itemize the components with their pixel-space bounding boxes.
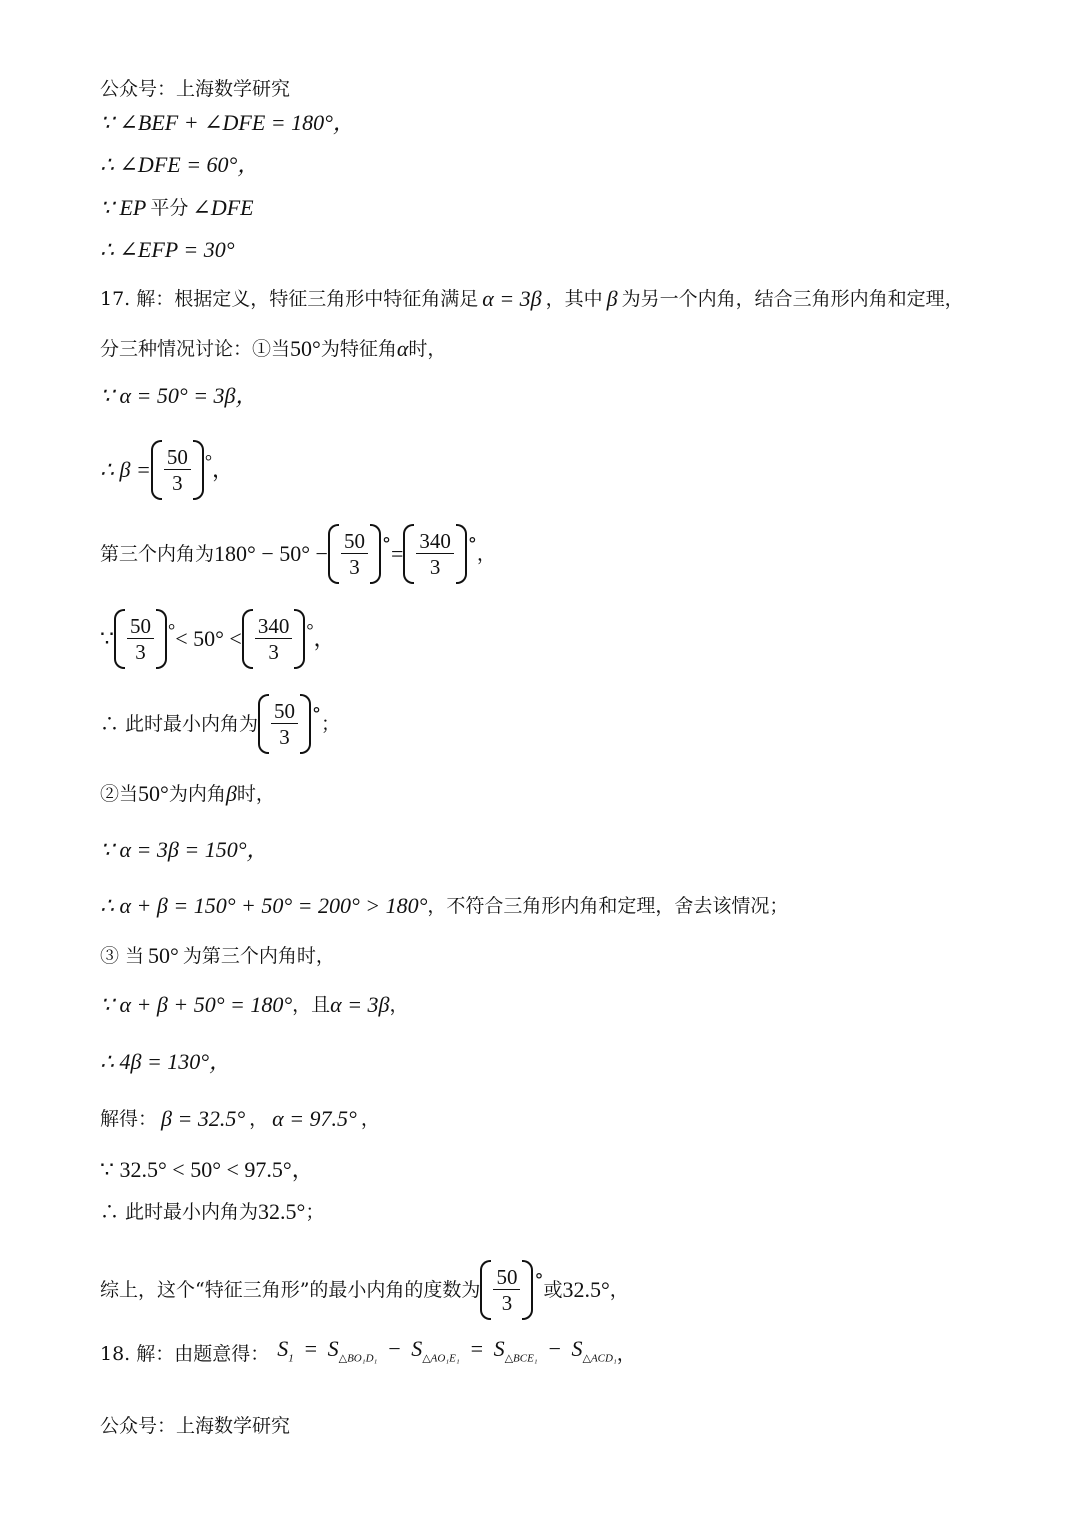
math-text: ∴ β = xyxy=(100,457,151,482)
math-text: α = 3β xyxy=(330,992,390,1017)
line-text: ， xyxy=(212,457,235,482)
line-text: 为第三个内角时， xyxy=(182,945,335,967)
math-text: α = 97.5° xyxy=(272,1106,357,1131)
math-text: ∠DFE xyxy=(192,195,254,220)
line-text: ， xyxy=(249,1108,269,1130)
degree-symbol: ° xyxy=(467,534,477,555)
line-beta-frac xyxy=(100,440,234,500)
case-three-intro xyxy=(100,943,335,969)
math-text: ∵ α + β + 50° = 180° xyxy=(100,992,293,1017)
line-text: 18. 解：由题意得： xyxy=(100,1342,270,1365)
line-text: 解得： xyxy=(100,1108,158,1130)
math-text: 50° xyxy=(290,336,321,361)
line-bef-dfe xyxy=(100,110,355,136)
degree-symbol: ° xyxy=(312,704,322,725)
line-text: ， xyxy=(476,543,496,565)
line-sum-180 xyxy=(100,992,409,1018)
line-text: ； xyxy=(305,1201,325,1223)
math-text: 180° − 50° − xyxy=(214,541,328,566)
line-text: 17. 解：根据定义，特征三角形中特征角满足 xyxy=(100,288,479,310)
line-text: ， xyxy=(313,626,336,651)
line-text: ，不符合三角形内角和定理，舍去该情况； xyxy=(427,895,789,917)
line-compare-fracs xyxy=(100,609,336,669)
line-text: ； xyxy=(321,713,341,735)
math-text: 32.5° xyxy=(562,1277,610,1302)
math-text: 32.5° xyxy=(258,1199,306,1224)
line-alpha-50 xyxy=(100,383,258,409)
case-two-intro xyxy=(100,781,275,807)
line-text: 为内角 xyxy=(168,783,226,805)
math-text: < 50° < xyxy=(175,626,242,651)
line-text: ②当 xyxy=(100,783,139,805)
line-solve xyxy=(100,1106,380,1132)
line-text: ∵ α = 50° = 3β， xyxy=(100,383,258,408)
line-text: ，其中 xyxy=(545,288,603,310)
line-text: ，且 xyxy=(292,994,331,1016)
math-text: β xyxy=(606,286,618,311)
area-equation: $S_1 = S_{\triangle BO_1D_1} - S_{\triangle AO_1E_1} = S_{\triangle BCE_1} - S_{\triangle ACD_1}$ xyxy=(277,1336,617,1365)
line-text: ∴ ∠DFE = 60°， xyxy=(100,152,260,177)
line-min-angle-one xyxy=(100,694,340,754)
line-compare-three xyxy=(100,1157,314,1183)
line-text: 时， xyxy=(408,338,447,360)
line-text: 综上，这个“特征三角形”的最小内角的度数为 xyxy=(100,1279,481,1301)
line-efp-30 xyxy=(100,237,235,263)
line-text: 或 xyxy=(543,1279,563,1301)
line-third-angle xyxy=(100,524,496,584)
line-text: 为另一个内角，结合三角形内角和定理， xyxy=(621,288,964,310)
line-text: ， xyxy=(389,994,409,1016)
math-text: ∵ EP xyxy=(100,195,147,220)
line-text: 平分 xyxy=(150,197,189,219)
fraction-50-3: $\frac{50}{3}$ xyxy=(114,609,167,669)
line-text: ∵ 32.5° < 50° < 97.5°， xyxy=(100,1157,314,1182)
fraction-50-3: $\frac{50}{3}$ xyxy=(258,694,311,754)
page-footer xyxy=(100,1413,290,1439)
problem-17-intro xyxy=(100,286,964,312)
math-text: α xyxy=(396,336,409,361)
degree-symbol: ° xyxy=(534,1270,544,1291)
line-conclusion xyxy=(100,1260,629,1320)
line-text: ∴ ∠EFP = 30° xyxy=(100,237,235,262)
math-text: β = 32.5° xyxy=(161,1106,246,1131)
line-reject-case xyxy=(100,893,788,919)
line-text: 为特征角 xyxy=(320,338,397,360)
math-text: 50° xyxy=(138,781,169,806)
fraction-50-3: $\frac{50}{3}$ xyxy=(480,1260,533,1320)
line-4beta xyxy=(100,1049,231,1075)
line-text: ∴ 此时最小内角为 xyxy=(100,1201,259,1223)
line-text: ∴ 此时最小内角为 xyxy=(100,713,259,735)
header-text: 公众号：上海数学研究 xyxy=(100,78,291,100)
math-text: 50° xyxy=(148,943,179,968)
line-text: 第三个内角为 xyxy=(100,543,215,565)
math-text: = xyxy=(390,541,404,566)
line-text: 时， xyxy=(236,783,275,805)
degree-symbol: ° xyxy=(381,534,391,555)
math-text: ∵ xyxy=(100,626,114,651)
fraction-340-3: $\frac{340}{3}$ xyxy=(403,524,467,584)
line-ep-bisect xyxy=(100,195,254,221)
degree-symbol: ° xyxy=(306,620,314,640)
degree-symbol: ° xyxy=(204,451,213,471)
line-min-angle-three xyxy=(100,1199,324,1225)
fraction-340-3: $\frac{340}{3}$ xyxy=(242,609,306,669)
line-text: ， xyxy=(609,1279,629,1301)
fraction-50-3: $\frac{50}{3}$ xyxy=(328,524,381,584)
problem-18-intro xyxy=(100,1336,636,1371)
line-text: ， xyxy=(616,1342,636,1365)
line-text: ∵ ∠BEF + ∠DFE = 180°， xyxy=(100,110,355,135)
footer-text: 公众号：上海数学研究 xyxy=(100,1415,291,1437)
line-alpha-150 xyxy=(100,837,269,863)
page-header xyxy=(100,76,290,102)
math-text: β xyxy=(225,781,237,806)
case-one-intro xyxy=(100,336,446,362)
math-text: α = 3β xyxy=(482,286,542,311)
math-text: ∴ α + β = 150° + 50° = 200° > 180° xyxy=(100,893,428,918)
fraction-50-3: $\frac{50}{3}$ xyxy=(151,440,204,500)
line-text: ③ 当 xyxy=(100,945,145,967)
line-dfe-60 xyxy=(100,152,259,178)
degree-symbol: ° xyxy=(168,620,176,640)
line-text: ， xyxy=(360,1108,380,1130)
line-text: ∴ 4β = 130°， xyxy=(100,1049,232,1074)
line-text: ∵ α = 3β = 150°， xyxy=(100,837,269,862)
line-text: 分三种情况讨论：①当 xyxy=(100,338,291,360)
